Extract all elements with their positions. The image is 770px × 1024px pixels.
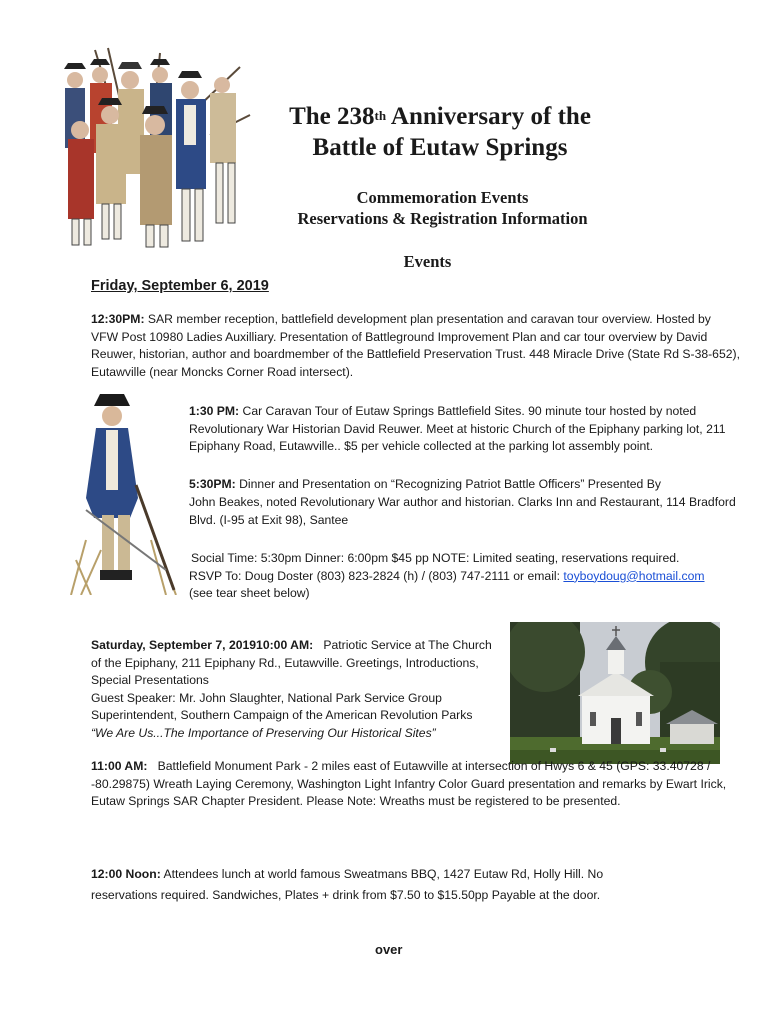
friday-event-1230 (91, 311, 741, 381)
saturday-event-1200-text: Attendees lunch at world famous Sweatmans BBQ, 1427 Eutaw Rd, Holly Hill. No reservations required. Sandwiches, Plates + drink from $7.50 to $15.50pp Payable at the door. (91, 867, 604, 902)
saturday-event-1100-text: Battlefield Monument Park - 2 miles east of Eutawville at intersection of Hwys 6 & 45 (GPS: 33.40728 / -80.29875) Wreath Laying Ceremony, Washington Light Infantry Color Guard presentation and remarks by Ewart Irick, Eutaw Springs SAR Chapter President. Please Note: Wreaths must be registered to be presented. (91, 759, 727, 809)
saturday-event-1000 (91, 637, 501, 743)
saturday-event-1200-time: 12:00 Noon: (91, 867, 161, 881)
friday-event-530-time: 5:30PM: (189, 477, 236, 491)
friday-event-130-text: Car Caravan Tour of Eutaw Springs Battlefield Sites. 90 minute tour hosted by noted Revolutionary War Historian David Reuwer. Meet at historic Church of the Epiphany parking lot, 211 Epiphany Road, Eutawville.. $5 per vehicle collected at the parking lot assembly point. (189, 404, 726, 454)
friday-event-530 (189, 476, 744, 494)
saturday-date-time: Saturday, September 7, 201910:00 AM: (91, 638, 314, 652)
soldiers-illustration (50, 45, 255, 250)
friday-event-130 (189, 403, 744, 456)
subtitle-line1: Commemoration Events (356, 188, 529, 207)
friday-social (189, 550, 749, 603)
continental-soldier-illustration (66, 390, 184, 595)
saturday-event-1100-time: 11:00 AM: (91, 759, 148, 773)
saturday-event-1000-text: Patriotic Service at The Church of the Epiphany, 211 Epiphany Rd., Eutawville. Greetings, Introductions, Special Presentations (91, 638, 492, 688)
events-heading: Events (403, 252, 452, 271)
speaker-quote: “We Are Us...The Importance of Preserving Our Historical Sites” (91, 725, 436, 740)
tear-sheet-note: (see tear sheet below) (189, 586, 310, 601)
title-line1-pre: The 238 (289, 103, 375, 130)
church-photo (510, 622, 720, 764)
saturday-event-1200 (91, 864, 651, 906)
page-title (250, 100, 630, 163)
over-label: over (375, 942, 403, 957)
friday-event-130-time: 1:30 PM: (189, 404, 240, 418)
subtitle (250, 187, 635, 229)
rsvp-text: RSVP To: Doug Doster (803) 823-2824 (h) / (803) 747-2111 or email: (189, 568, 564, 583)
friday-event-1230-text: SAR member reception, battlefield development plan presentation and caravan tour overview. Hosted by VFW Post 10980 Ladies Auxilliary. Presentation of Battleground Improvement Plan and car tour overview by David Reuwer, historian, author and boardmember of the Battlefield Preservation Trust. 448 Miracle Drive (State Rd S-38-652), Eutawville (near Moncks Corner Road intersect). (91, 312, 740, 379)
friday-date: Friday, September 6, 2019 (91, 278, 269, 294)
title-line1-post: Anniversary of the (386, 103, 591, 130)
title-superscript: th (374, 108, 387, 123)
friday-event-530-text: Dinner and Presentation on “Recognizing Patriot Battle Officers” Presented By (239, 477, 661, 491)
rsvp-email-link[interactable]: toyboydoug@hotmail.com (563, 568, 705, 583)
saturday-event-1100 (91, 758, 751, 811)
friday-social-text: Social Time: 5:30pm Dinner: 6:00pm $45 pp NOTE: Limited seating, reservations required. (191, 551, 680, 565)
title-line2: Battle of Eutaw Springs (312, 134, 568, 161)
friday-event-530-text2: John Beakes, noted Revolutionary War author and historian. Clarks Inn and Restaurant, 114 Bradford Blvd. (I-95 at Exit 98), Santee (189, 495, 736, 527)
subtitle-line2: Reservations & Registration Information (297, 209, 588, 228)
guest-speaker: Guest Speaker: Mr. John Slaughter, National Park Service Group Superintendent, Southern Campaign of the American Revolution Parks (91, 690, 473, 723)
friday-event-1230-time: 12:30PM: (91, 312, 145, 326)
